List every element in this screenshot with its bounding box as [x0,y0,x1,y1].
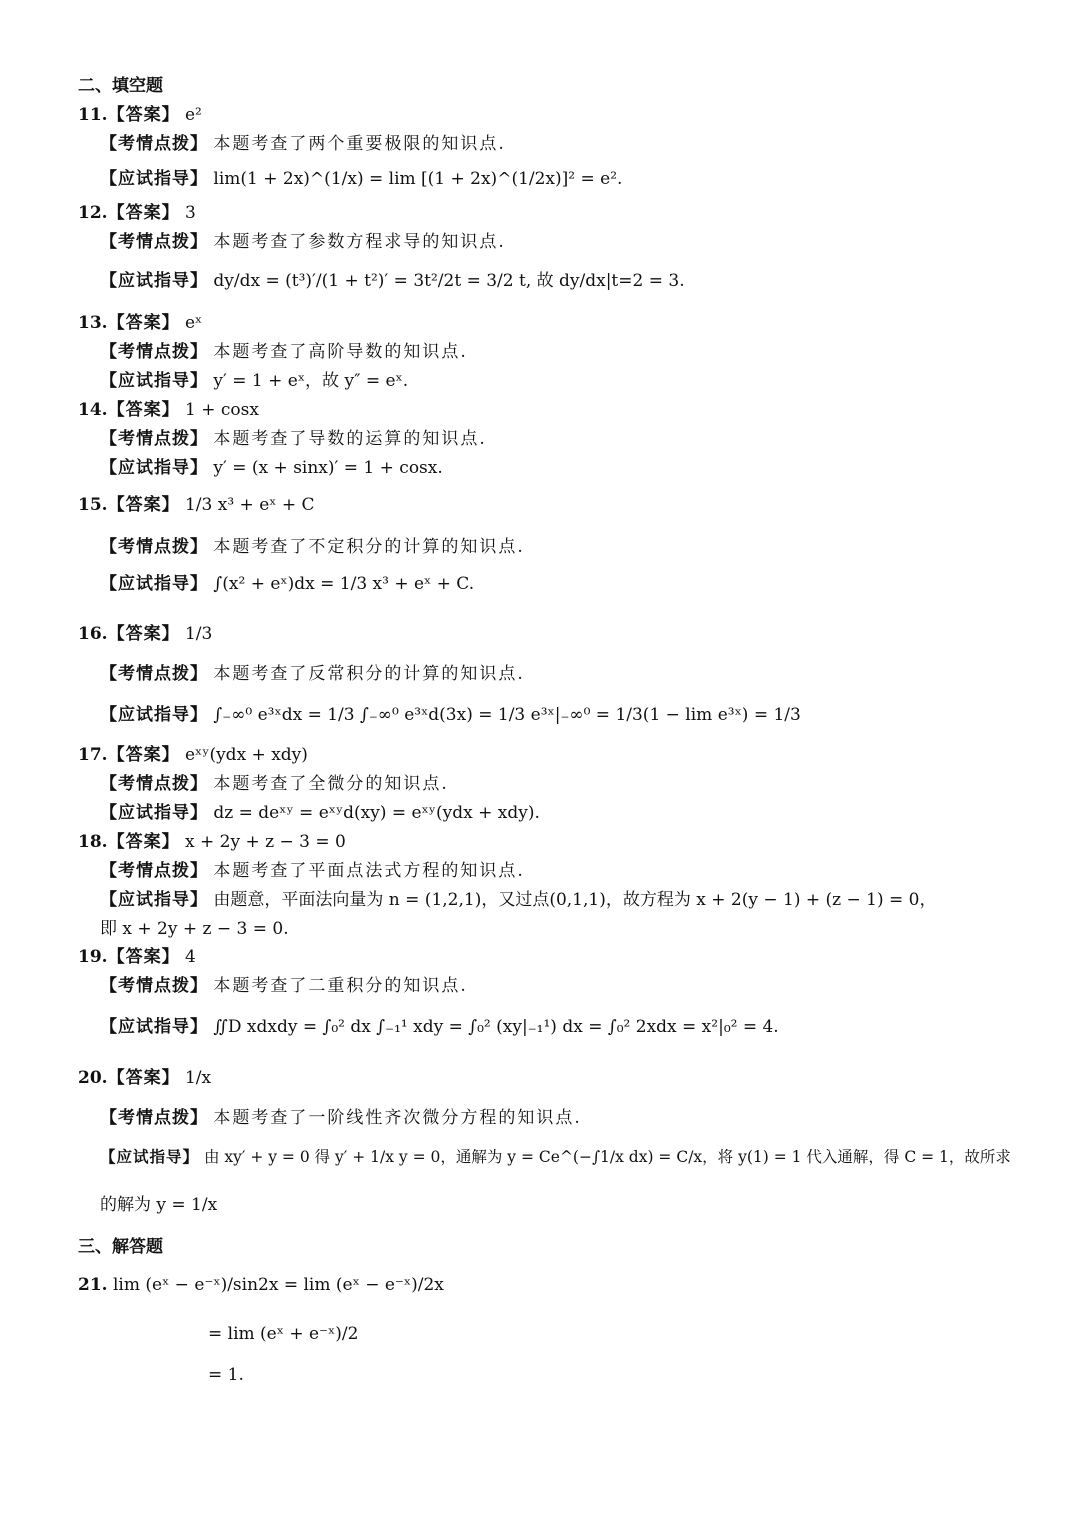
q16-answer-line [78,623,212,645]
q14-guide-line [100,457,443,479]
guide-label: 【应试指导】 [100,371,208,391]
q12-analysis-line [100,231,506,253]
q13-analysis-line [100,341,468,363]
guide-label: 【应试指导】 [100,1017,208,1037]
answer-label: 【答案】 [107,313,180,333]
q19-analysis: 本题考查了二重积分的知识点. [213,976,468,996]
analysis-label: 【考情点拨】 [100,976,208,996]
analysis-label: 【考情点拨】 [100,664,208,684]
analysis-label: 【考情点拨】 [100,429,208,449]
guide-label: 【应试指导】 [100,803,208,823]
q13-number: 13. [78,313,108,333]
q20-guide-cont: 的解为 y = 1/x [100,1195,218,1215]
q20-analysis-line [100,1107,582,1129]
answer-label: 【答案】 [107,400,180,420]
q14-answer: 1 + cosx [184,400,259,420]
q19-answer-line [78,946,196,968]
q12-answer-line [78,202,196,224]
q11-guide: lim(1 + 2x)^(1/x) = lim [(1 + 2x)^(1/2x)]² = e². [213,169,623,189]
q14-guide: y′ = (x + sinx)′ = 1 + cosx. [213,458,443,478]
q17-analysis-line [100,773,449,795]
q21-step3-line [208,1364,244,1386]
answer-label: 【答案】 [107,832,180,852]
answer-label: 【答案】 [107,203,180,223]
guide-label: 【应试指导】 [100,458,208,478]
q17-guide-line [100,802,540,824]
answer-label: 【答案】 [107,1068,180,1088]
q12-answer: 3 [184,203,196,223]
q18-guide-cont-line [100,918,289,940]
q11-number: 11. [78,105,108,125]
q15-analysis: 本题考查了不定积分的计算的知识点. [213,537,525,557]
q11-guide-line [100,168,622,190]
q12-analysis: 本题考查了参数方程求导的知识点. [213,232,506,252]
q20-analysis: 本题考查了一阶线性齐次微分方程的知识点. [213,1108,582,1128]
guide-label: 【应试指导】 [100,890,208,910]
q13-answer-line [78,312,202,334]
answer-label: 【答案】 [107,624,180,644]
q20-guide-cont-line [100,1194,217,1216]
q17-answer-line [78,744,308,766]
analysis-label: 【考情点拨】 [100,537,208,557]
analysis-label: 【考情点拨】 [100,1108,208,1128]
q14-analysis: 本题考查了导数的运算的知识点. [213,429,487,449]
q16-guide-line [100,704,801,726]
analysis-label: 【考情点拨】 [100,861,208,881]
q21-number: 21. [78,1275,108,1295]
q19-number: 19. [78,947,108,967]
q12-guide: dy/dx = (t³)′/(1 + t²)′ = 3t²/2t = 3/2 t, 故 dy/dx|t=2 = 3. [213,271,685,291]
q20-guide-line [100,1146,1011,1168]
guide-label: 【应试指导】 [100,271,208,291]
q13-guide-line [100,370,408,392]
q17-guide: dz = deˣʸ = eˣʸd(xy) = eˣʸ(ydx + xdy). [213,803,540,823]
analysis-label: 【考情点拨】 [100,134,208,154]
q16-analysis-line [100,663,525,685]
q20-answer: 1/x [184,1068,212,1088]
q17-number: 17. [78,745,108,765]
analysis-label: 【考情点拨】 [100,342,208,362]
q16-number: 16. [78,624,108,644]
q11-analysis-line [100,133,506,155]
q18-answer-line [78,831,346,853]
q15-answer: 1/3 x³ + eˣ + C [184,495,315,515]
q16-answer: 1/3 [184,624,213,644]
q19-guide: ∬D xdxdy = ∫₀² dx ∫₋₁¹ xdy = ∫₀² (xy|₋₁¹) dx = ∫₀² 2xdx = x²|₀² = 4. [213,1017,779,1037]
q15-guide-line [100,573,474,595]
q21-step1-line [78,1274,444,1296]
q20-answer-line [78,1067,211,1089]
q18-guide-cont: 即 x + 2y + z − 3 = 0. [100,919,289,939]
answer-label: 【答案】 [107,495,180,515]
answer-label: 【答案】 [107,105,180,125]
q15-guide: ∫(x² + eˣ)dx = 1/3 x³ + eˣ + C. [213,574,475,594]
q13-answer: eˣ [184,313,203,333]
q17-analysis: 本题考查了全微分的知识点. [213,774,449,794]
q14-number: 14. [78,400,108,420]
q11-answer: e² [184,105,202,125]
q21-step2-line [208,1323,358,1345]
section-title-solve: 三、解答题 [78,1237,163,1257]
guide-label: 【应试指导】 [100,169,208,189]
q12-number: 12. [78,203,108,223]
q18-analysis-line [100,860,525,882]
q15-number: 15. [78,495,108,515]
q13-analysis: 本题考查了高阶导数的知识点. [213,342,468,362]
q18-number: 18. [78,832,108,852]
q21-step2: = lim (eˣ + e⁻ˣ)/2 [208,1324,359,1344]
q14-answer-line [78,399,259,421]
q19-analysis-line [100,975,468,997]
q13-guide: y′ = 1 + eˣ，故 y″ = eˣ. [213,371,409,391]
q21-step3: = 1. [208,1365,244,1385]
section-title-fill-blank: 二、填空题 [78,76,163,96]
q21-step1: lim (eˣ − e⁻ˣ)/sin2x = lim (eˣ − e⁻ˣ)/2x [112,1275,444,1295]
q16-analysis: 本题考查了反常积分的计算的知识点. [213,664,525,684]
q18-guide: 由题意，平面法向量为 n = (1,2,1)，又过点(0,1,1)，故方程为 x + 2(y − 1) + (z − 1) = 0， [213,890,937,910]
q18-answer: x + 2y + z − 3 = 0 [184,832,346,852]
q20-number: 20. [78,1068,108,1088]
q14-analysis-line [100,428,487,450]
q11-analysis: 本题考查了两个重要极限的知识点. [213,134,506,154]
q19-answer: 4 [184,947,196,967]
q20-guide: 由 xy′ + y = 0 得 y′ + 1/x y = 0，通解为 y = Ce^(−∫1/x dx) = C/x，将 y(1) = 1 代入通解，得 C = 1，故所求 [203,1148,1011,1166]
q15-answer-line [78,494,315,516]
analysis-label: 【考情点拨】 [100,232,208,252]
guide-label: 【应试指导】 [100,574,208,594]
guide-label: 【应试指导】 [100,1147,200,1166]
q16-guide: ∫₋∞⁰ e³ˣdx = 1/3 ∫₋∞⁰ e³ˣd(3x) = 1/3 e³ˣ|₋∞⁰ = 1/3(1 − lim e³ˣ) = 1/3 [213,705,801,725]
q15-analysis-line [100,536,525,558]
q17-answer: eˣʸ(ydx + xdy) [184,745,308,765]
answer-label: 【答案】 [107,947,180,967]
q18-analysis: 本题考查了平面点法式方程的知识点. [213,861,525,881]
analysis-label: 【考情点拨】 [100,774,208,794]
q19-guide-line [100,1016,779,1038]
q12-guide-line [100,270,685,292]
q18-guide-line [100,889,936,911]
guide-label: 【应试指导】 [100,705,208,725]
answer-label: 【答案】 [107,745,180,765]
q11-answer-line [78,104,202,126]
